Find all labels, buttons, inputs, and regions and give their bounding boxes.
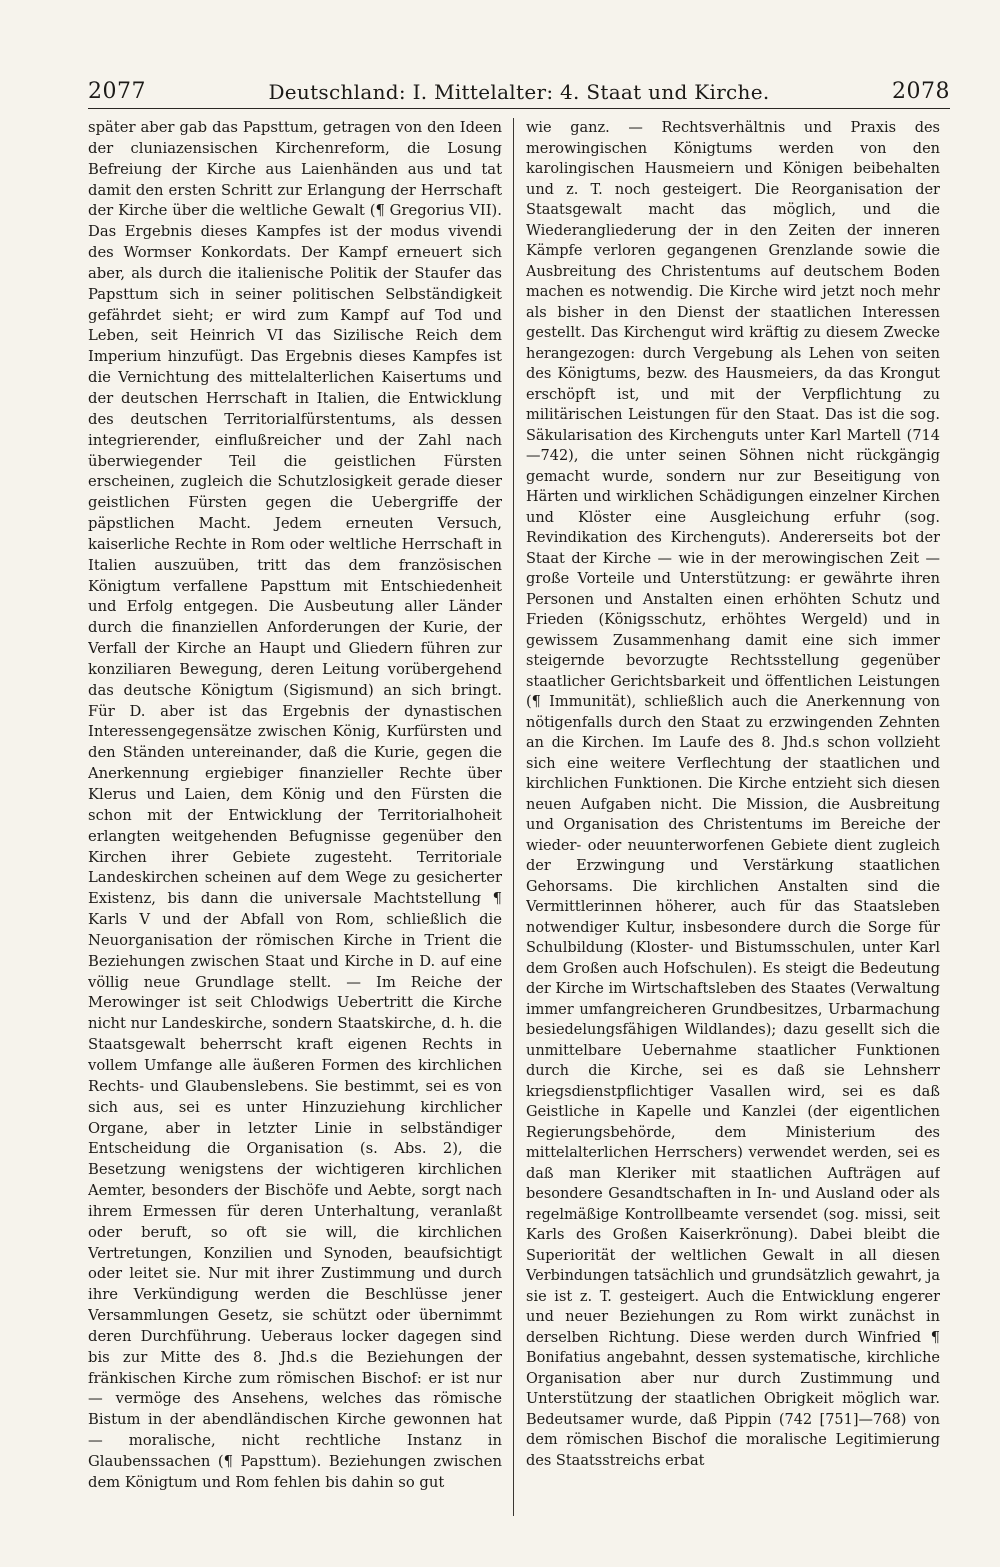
column-divider — [513, 118, 514, 1516]
header-rule — [88, 108, 950, 109]
running-header — [88, 62, 950, 104]
column-left-text: später aber gab das Papsttum, getragen von den Ideen der cluniazensischen Kirchenreform, die Losung Befreiung der Kirche aus Laienhänden aus und tat damit den ersten Schritt zur Erlangung der Herrschaft der Kirche über die weltliche Gewalt (¶ Gregorius VII). Das Ergebnis dieses Kampfes ist der modus vivendi des Wormser Konkordats. Der Kampf erneuert sich aber, als durch die italienische Politik der Staufer das Papsttum sich in seiner politischen Selbständigkeit gefährdet sieht; er wird zum Kampf auf Tod und Leben, seit Heinrich VI das Sizilische Reich dem Imperium hinzufügt. Das Ergebnis dieses Kampfes ist die Vernichtung des mittelalterlichen Kaisertums und der deutschen Herrschaft in Italien, die Entwicklung des deutschen Territorialfürstentums, als dessen integrierender, einflußreicher und der Zahl nach überwiegender Teil die geistlichen Fürsten erscheinen, zugleich die Schutzlosigkeit gerade dieser geistlichen Fürsten gegen die Uebergriffe der päpstlichen Macht. Jedem erneuten Versuch, kaiserliche Rechte in Rom oder weltliche Herrschaft in Italien auszuüben, tritt das dem französischen Königtum verfallene Papsttum mit Entschiedenheit und Erfolg entgegen. Die Ausbeutung aller Länder durch die finanziellen Anforderungen der Kurie, der Verfall der Kirche an Haupt und Gliedern führen zur konziliaren Bewegung, deren Leitung vorübergehend das deutsche Königtum (Sigismund) an sich bringt. Für D. aber ist das Ergebnis der dynastischen Interessengegensätze zwischen König, Kurfürsten und den Ständen untereinander, daß die Kurie, gegen die Anerkennung ergiebiger finanzieller Rechte über Klerus und Laien, dem König und den Fürsten die schon mit der Entwicklung der Territorialhoheit erlangten weitgehenden Befugnisse gegenüber den Kirchen ihrer Gebiete zugesteht. Territoriale Landeskirchen scheinen auf dem Wege zu gesicherter Existenz, bis dann die universale Machtstellung ¶ Karls V und der Abfall von Rom, schließlich die Neuorganisation der römischen Kirche in Trient die Beziehungen zwischen Staat und Kirche in D. auf eine völlig neue Grundlage stellt. — Im Reiche der Merowinger ist seit Chlodwigs Uebertritt die Kirche nicht nur Landeskirche, sondern Staatskirche, d. h. die Staatsgewalt beherrscht kraft eigenen Rechts in vollem Umfange alle äußeren Formen des kirchlichen Rechts- und Glaubenslebens. Sie bestimmt, sei es von sich aus, sei es unter Hinzuziehung kirchlicher Organe, aber in letzter Linie in selbständiger Entscheidung die Organisation (s. Abs. 2), die Besetzung wenigstens der wichtigeren kirchlichen Aemter, besonders der Bischöfe und Aebte, sorgt nach ihrem Ermessen für deren Unterhaltung, veranlaßt oder beruft, so oft sie will, die kirchlichen Vertretungen, Konzilien und Synoden, beaufsichtigt oder leitet sie. Nur mit ihrer Zustimmung und durch ihre Verkündigung werden die Beschlüsse jener Versammlungen Gesetz, sie schützt oder übernimmt deren Durchführung. Ueberaus locker dagegen sind bis zur Mitte des 8. Jhd.s die Beziehungen der fränkischen Kirche zum römischen Bischof: er ist nur — vermöge des Ansehens, welches das römische Bistum in der abendländischen Kirche gewonnen hat — moralische, nicht rechtliche Instanz in Glaubenssachen (¶ Papsttum). Beziehungen zwischen dem Königtum und Rom fehlen bis dahin so gut — [88, 119, 502, 1491]
text-column-right — [526, 118, 940, 1513]
page-number-left: 2077 — [88, 79, 146, 104]
column-right-text: wie ganz. — Rechtsverhältnis und Praxis des merowingischen Königtums werden von den karolingischen Hausmeiern und Königen beibehalten und z. T. noch gesteigert. Die Reorganisation der Staatsgewalt macht das möglich, und die Wiederangliederung der in den Zeiten der inneren Kämpfe verloren gegangenen Grenzlande sowie die Ausbreitung des Christentums auf deutschem Boden machen es notwendig. Die Kirche wird jetzt noch mehr als bisher in den Dienst der staatlichen Interessen gestellt. Das Kirchengut wird kräftig zu diesem Zwecke herangezogen: durch Vergebung als Lehen von seiten des Königtums, bezw. des Hausmeiers, da das Krongut erschöpft ist, und mit der Verpflichtung zu militärischen Leistungen für den Staat. Das ist die sog. Säkularisation des Kirchenguts unter Karl Martell (714—742), die unter seinen Söhnen nicht rückgängig gemacht wurde, sondern nur zur Beseitigung von Härten und wirklichen Schädigungen einzelner Kirchen und Klöster eine Ausgleichung erfuhr (sog. Revindikation des Kirchenguts). Andererseits bot der Staat der Kirche — wie in der merowingischen Zeit — große Vorteile und Unterstützung: er gewährte ihren Personen und Anstalten einen erhöhten Schutz und Frieden (Königsschutz, erhöhtes Wergeld) und in gewissem Zusammenhang damit eine sich immer steigernde bevorzugte Rechtsstellung gegenüber staatlicher Gerichtsbarkeit und öffentlichen Leistungen (¶ Immunität), schließlich auch die Anerkennung von nötigenfalls durch den Staat zu erzwingenden Zehnten an die Kirchen. Im Laufe des 8. Jhd.s schon vollzieht sich eine weitere Verflechtung der staatlichen und kirchlichen Funktionen. Die Kirche entzieht sich diesen neuen Aufgaben nicht. Die Mission, die Ausbreitung und Organisation des Christentums im Bereiche der wieder- oder neuunterworfenen Gebiete dient zugleich der Erzwingung und Verstärkung staatlichen Gehorsams. Die kirchlichen Anstalten sind die Vermittlerinnen höherer, auch für das Staatsleben notwendiger Kultur, insbesondere durch die Sorge für Schulbildung (Kloster- und Bistumsschulen, unter Karl dem Großen auch Hofschulen). Es steigt die Bedeutung der Kirche im Wirtschaftsleben des Staates (Verwaltung immer umfangreicheren Grundbesitzes, Urbarmachung besiedelungsfähigen Wildlandes); dazu gesellt sich die unmittelbare Uebernahme staatlicher Funktionen durch die Kirche, sei es daß sie Lehnsherr kriegsdienstpflichtiger Vasallen wird, sei es daß Geistliche in Kapelle und Kanzlei (der eigentlichen Regierungsbehörde, dem Ministerium des mittelalterlichen Herrschers) verwendet werden, sei es daß man Kleriker mit staatlichen Aufträgen auf besondere Gesandtschaften in In- und Ausland oder als regelmäßige Kontrollbeamte versendet (sog. missi, seit Karls des Großen Kaiserkrönung). Dabei bleibt die Superiorität der weltlichen Gewalt in all diesen Verbindungen tatsächlich und grundsätzlich gewahrt, ja sie ist z. T. gesteigert. Auch die Entwicklung engerer und neuer Beziehungen zu Rom wirkt zunächst in derselben Richtung. Diese werden durch Winfried ¶ Bonifatius angebahnt, dessen systematische, kirchliche Organisation aber nur durch Zustimmung und Unterstützung der staatlichen Obrigkeit möglich war. Bedeutsamer wurde, daß Pippin (742 [751]—768) von dem römischen Bischof die moralische Legitimierung des Staatsstreichs erbat — [526, 120, 940, 1469]
page-number-right: 2078 — [891, 79, 950, 104]
running-title: Deutschland: I. Mittelalter: 4. Staat und Kirche. — [268, 80, 770, 104]
text-column-left — [88, 118, 502, 1513]
